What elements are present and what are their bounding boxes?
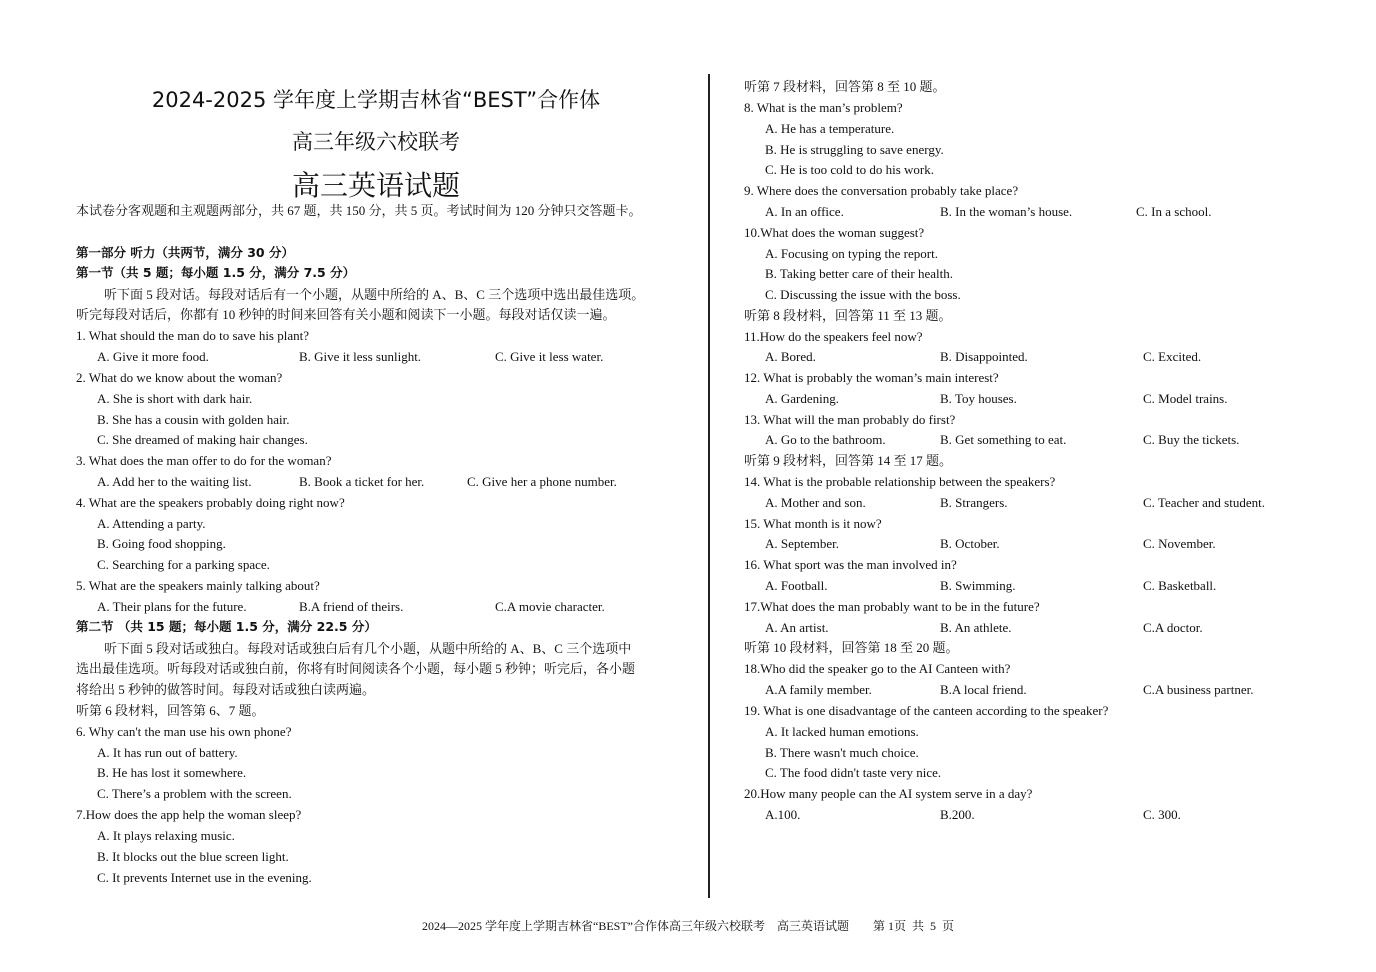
question-stem: 11.How do the speakers feel now? [744, 329, 923, 344]
part1-heading: 第一部分 听力（共两节，满分 30 分） [76, 245, 294, 260]
option-a: A. Gardening. [765, 391, 840, 406]
option-c: C. Buy the tickets. [1143, 432, 1240, 447]
question-stem: 9. Where does the conversation probably take place? [744, 183, 1019, 198]
option-a: A. She is short with dark hair. [97, 391, 253, 406]
option-a: A. Focusing on typing the report. [765, 246, 938, 261]
option-c: C. Give her a phone number. [467, 474, 617, 489]
option-c: C. Teacher and student. [1143, 495, 1265, 510]
option-b: B. She has a cousin with golden hair. [97, 412, 290, 427]
option-a: A. It plays relaxing music. [97, 828, 235, 843]
option-a: A. Attending a party. [97, 516, 206, 531]
option-b: B. Disappointed. [940, 349, 1028, 364]
option-b: B.A local friend. [940, 682, 1027, 697]
exam-title-line1: 2024-2025 学年度上学期吉林省“BEST”合作体 [151, 88, 601, 112]
option-a: A. In an office. [765, 204, 844, 219]
option-c: C. November. [1143, 536, 1216, 551]
option-a: A.100. [765, 807, 801, 822]
option-c: C. Give it less water. [495, 349, 604, 364]
material-note: 听第 7 段材料，回答第 8 至 10 题。 [744, 79, 946, 94]
option-a: A. It lacked human emotions. [765, 724, 919, 739]
option-c: C.A doctor. [1143, 620, 1203, 635]
option-a: A. Mother and son. [765, 495, 866, 510]
material-note: 听第 8 段材料，回答第 11 至 13 题。 [744, 308, 952, 323]
option-c: C. In a school. [1136, 204, 1212, 219]
option-b: B. Taking better care of their health. [765, 266, 953, 281]
material-note: 听第 9 段材料，回答第 14 至 17 题。 [744, 453, 953, 468]
option-b: B. Get something to eat. [940, 432, 1067, 447]
section1-instruction: 听下面 5 段对话。每段对话后有一个小题，从题中所给的 A、B、C 三个选项中选出最佳选项。 [104, 287, 645, 302]
option-b: B.A friend of theirs. [299, 599, 404, 614]
question-stem: 6. Why can't the man use his own phone? [76, 724, 292, 739]
option-b: B. Give it less sunlight. [299, 349, 422, 364]
question-stem: 2. What do we know about the woman? [76, 370, 283, 385]
option-c: C. Basketball. [1143, 578, 1217, 593]
exam-intro: 本试卷分客观题和主观题两部分，共 67 题，共 150 分，共 5 页。考试时间为 120 分钟只交答题卡。 [76, 203, 642, 218]
option-b: B. In the woman’s house. [940, 204, 1073, 219]
question-stem: 20.How many people can the AI system serve in a day? [744, 786, 1033, 801]
option-b: B.200. [940, 807, 975, 822]
question-stem: 10.What does the woman suggest? [744, 225, 925, 240]
section2-heading: 第二节 （共 15 题；每小题 1.5 分，满分 22.5 分） [76, 619, 377, 634]
option-b: B. Going food shopping. [97, 536, 226, 551]
option-a: A. Football. [765, 578, 828, 593]
option-c: C. Excited. [1143, 349, 1202, 364]
option-a: A. Go to the bathroom. [765, 432, 886, 447]
option-a: A. Bored. [765, 349, 816, 364]
option-b: B. Swimming. [940, 578, 1016, 593]
option-c: C.A business partner. [1143, 682, 1254, 697]
option-b: B. He has lost it somewhere. [97, 765, 247, 780]
section2-instruction-cont: 选出最佳选项。听每段对话或独白前，你将有时间阅读各个小题，每小题 5 秒钟；听完后，各小题 [76, 661, 636, 676]
question-stem: 5. What are the speakers mainly talking about? [76, 578, 320, 593]
option-b: B. Strangers. [940, 495, 1008, 510]
question-stem: 3. What does the man offer to do for the woman? [76, 453, 332, 468]
option-b: B. He is struggling to save energy. [765, 142, 944, 157]
option-b: B. October. [940, 536, 1000, 551]
option-c: C. She dreamed of making hair changes. [97, 432, 308, 447]
option-c: C. The food didn't taste very nice. [765, 765, 942, 780]
question-stem: 18.Who did the speaker go to the AI Canteen with? [744, 661, 1011, 676]
option-c: C. There’s a problem with the screen. [97, 786, 292, 801]
option-a: A. It has run out of battery. [97, 745, 238, 760]
question-stem: 1. What should the man do to save his plant? [76, 328, 309, 343]
question-stem: 8. What is the man’s problem? [744, 100, 903, 115]
column-divider [708, 74, 710, 898]
option-c: C.A movie character. [495, 599, 605, 614]
option-b: B. An athlete. [940, 620, 1012, 635]
question-stem: 7.How does the app help the woman sleep? [76, 807, 302, 822]
question-stem: 13. What will the man probably do first? [744, 412, 956, 427]
option-b: B. It blocks out the blue screen light. [97, 849, 289, 864]
section2-instruction: 听下面 5 段对话或独白。每段对话或独白后有几个小题，从题中所给的 A、B、C 三个选项中 [104, 641, 632, 656]
material-note: 听第 6 段材料，回答第 6、7 题。 [76, 703, 265, 718]
section1-heading: 第一节（共 5 题；每小题 1.5 分，满分 7.5 分） [76, 265, 356, 280]
question-stem: 15. What month is it now? [744, 516, 882, 531]
section1-instruction-cont: 听完每段对话后，你都有 10 秒钟的时间来回答有关小题和阅读下一小题。每段对话仅读一遍。 [76, 307, 616, 322]
option-a: A. Give it more food. [97, 349, 209, 364]
option-c: C. Searching for a parking space. [97, 557, 270, 572]
question-stem: 19. What is one disadvantage of the canteen according to the speaker? [744, 703, 1109, 718]
option-b: B. Toy houses. [940, 391, 1017, 406]
exam-title-line2: 高三年级六校联考 [292, 130, 460, 154]
option-a: A. An artist. [765, 620, 829, 635]
option-c: C. He is too cold to do his work. [765, 162, 934, 177]
option-c: C. Model trains. [1143, 391, 1228, 406]
page-footer: 2024—2025 学年度上学期吉林省“BEST”合作体高三年级六校联考 高三英语试题 第 1页 共 5 页 [422, 919, 954, 933]
question-stem: 17.What does the man probably want to be in the future? [744, 599, 1040, 614]
option-a: A. Add her to the waiting list. [97, 474, 252, 489]
question-stem: 4. What are the speakers probably doing right now? [76, 495, 345, 510]
option-c: C. It prevents Internet use in the evening. [97, 870, 312, 885]
question-stem: 12. What is probably the woman’s main interest? [744, 370, 999, 385]
option-a: A.A family member. [765, 682, 872, 697]
section2-instruction-cont: 将给出 5 秒钟的做答时间。每段对话或独白读两遍。 [76, 682, 376, 697]
option-a: A. September. [765, 536, 840, 551]
option-a: A. Their plans for the future. [97, 599, 247, 614]
exam-title-subject: 高三英语试题 [291, 169, 460, 202]
option-c: C. 300. [1143, 807, 1181, 822]
question-stem: 16. What sport was the man involved in? [744, 557, 957, 572]
option-b: B. There wasn't much choice. [765, 745, 919, 760]
option-a: A. He has a temperature. [765, 121, 895, 136]
option-b: B. Book a ticket for her. [299, 474, 425, 489]
material-note: 听第 10 段材料，回答第 18 至 20 题。 [744, 640, 959, 655]
option-c: C. Discussing the issue with the boss. [765, 287, 961, 302]
question-stem: 14. What is the probable relationship between the speakers? [744, 474, 1056, 489]
